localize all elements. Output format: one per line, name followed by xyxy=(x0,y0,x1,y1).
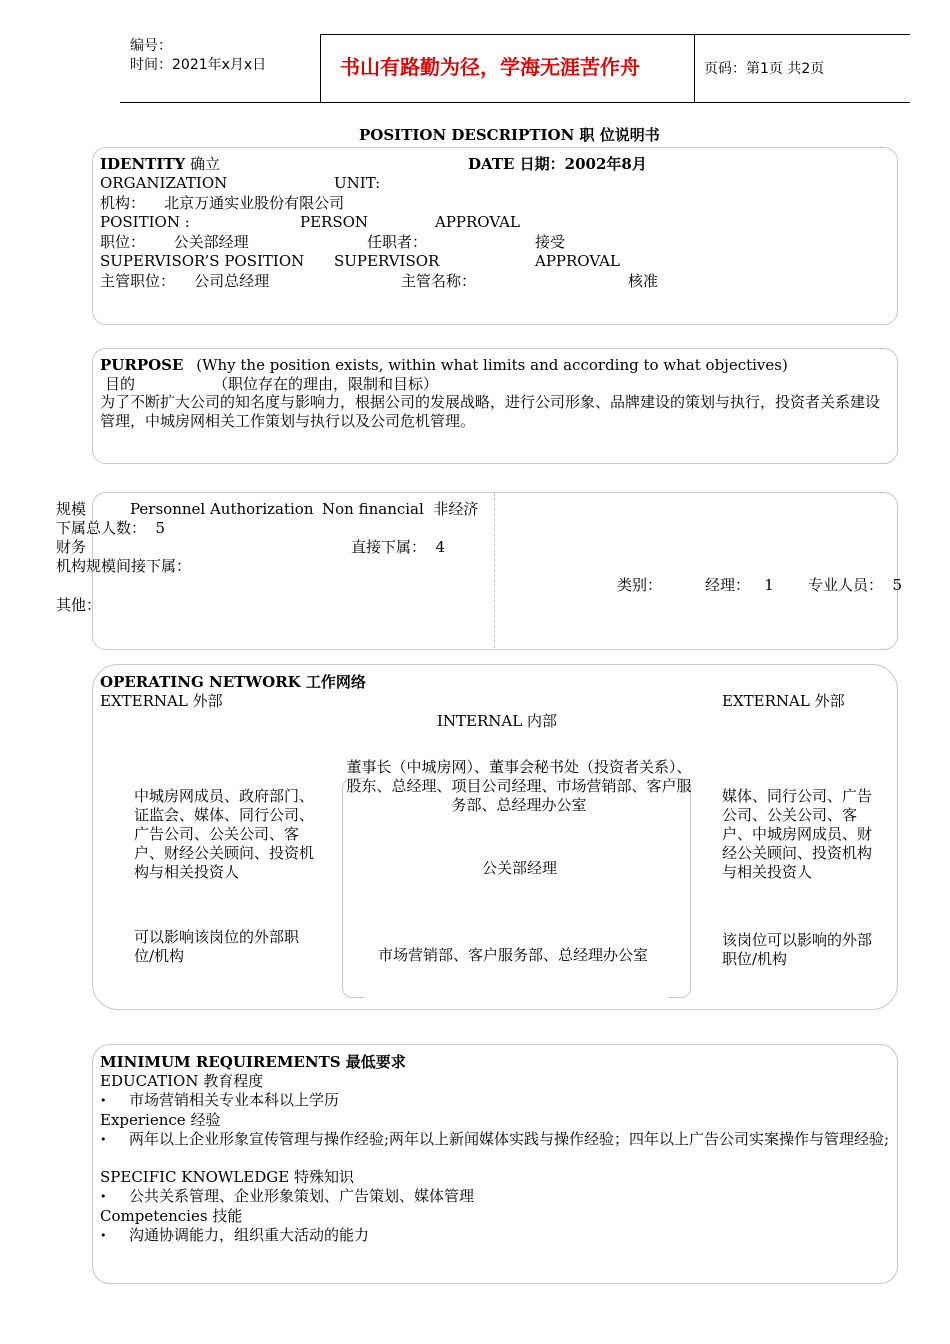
supervisor-position-label: SUPERVISOR’S POSITION xyxy=(100,252,305,270)
purpose-subtitle: (Why the position exists, within what limits and according to what objectives) xyxy=(196,356,788,374)
personnel-authorization: Personnel Authorization xyxy=(130,500,314,518)
position-value: 职位： 公关部经理 xyxy=(100,233,249,251)
knowledge-item: 公共关系管理、企业形象策划、广告策划、媒体管理 xyxy=(129,1187,475,1205)
non-financial: Non financial 非经济 xyxy=(322,500,479,518)
center-position: 公关部经理 xyxy=(482,859,558,877)
manager-count: 经理： 1 xyxy=(705,576,774,594)
scale-divider xyxy=(494,493,495,648)
organization-value: 机构： 北京万通实业股份有限公司 xyxy=(100,194,345,212)
left-influence-note: 可以影响该岗位的外部职位/机构 xyxy=(134,928,300,965)
experience-bullet: • xyxy=(100,1133,107,1146)
external-left-label: EXTERNAL 外部 xyxy=(100,692,223,710)
external-left-parties: 中城房网成员、政府部门、证监会、媒体、同行公司、广告公司、公关公司、客户、财经公关顾问、投资机构与相关投资人 xyxy=(134,787,315,881)
unit-label: UNIT: xyxy=(334,174,381,192)
scale-label: 规模 xyxy=(56,500,87,518)
external-right-label: EXTERNAL 外部 xyxy=(722,692,845,710)
supervisor-name-label: 主管名称： xyxy=(401,272,477,290)
experience-label: Experience 经验 xyxy=(100,1111,221,1129)
internal-bottom-parties: 市场营销部、客户服务部、总经理办公室 xyxy=(378,946,649,964)
person-label: PERSON xyxy=(300,213,369,231)
education-bullet: • xyxy=(100,1094,107,1107)
header-bottom-rule xyxy=(120,102,910,103)
finance-label: 财务 xyxy=(56,538,87,556)
internal-label: INTERNAL 内部 xyxy=(437,712,557,730)
experience-item: 两年以上企业形象宣传管理与操作经验;两年以上新闻媒体实践与操作经验；四年以上广告公司实案操作与管理经验; xyxy=(129,1130,890,1148)
approval-label: APPROVAL xyxy=(435,213,520,231)
network-title: OPERATING NETWORK 工作网络 xyxy=(100,673,366,691)
competencies-bullet: • xyxy=(100,1229,107,1242)
purpose-title-row xyxy=(100,356,788,375)
supervisor-label: SUPERVISOR xyxy=(334,252,440,270)
knowledge-bullet: • xyxy=(100,1190,107,1203)
professional-count: 专业人员： 5 xyxy=(808,576,903,594)
supervisor-position-value: 主管职位： 公司总经理 xyxy=(100,272,270,290)
person-value: 任职者： xyxy=(367,233,428,251)
direct-subordinates: 直接下属： 4 xyxy=(351,538,446,556)
header-divider-right xyxy=(694,34,695,102)
header-number-label: 编号： xyxy=(130,38,172,54)
purpose-text: 为了不断扩大公司的知名度与影响力，根据公司的发展战略，进行公司形象、品牌建设的策划与执行，投资者关系建设管理，中城房网相关工作策划与执行以及公司危机管理。 xyxy=(100,393,881,430)
approval-value: 接受 xyxy=(535,233,566,251)
identity-title-row xyxy=(100,155,220,174)
position-label: POSITION : xyxy=(100,213,190,231)
approval-label-2: APPROVAL xyxy=(535,252,620,270)
education-label: EDUCATION 教育程度 xyxy=(100,1072,264,1090)
competencies-label: Competencies 技能 xyxy=(100,1207,243,1225)
purpose-cn-sub: （职位存在的理由，限制和目标） xyxy=(213,375,439,393)
external-right-parties: 媒体、同行公司、广告公司、公关公司、客户、中城房网成员、财经公关顾问、投资机构与相关投资人 xyxy=(722,787,873,881)
header-time-label: 时间：2021年x月x日 xyxy=(130,57,267,73)
knowledge-label: SPECIFIC KNOWLEDGE 特殊知识 xyxy=(100,1168,354,1186)
education-item: 市场营销相关专业本科以上学历 xyxy=(129,1091,340,1109)
identity-date: DATE 日期：2002年8月 xyxy=(468,155,647,173)
approve-value: 核准 xyxy=(628,272,659,290)
internal-top-parties: 董事长（中城房网）、董事会秘书处（投资者关系）、股东、总经理、项目公司经理、市场营销部、客户服务部、总经理办公室 xyxy=(346,758,692,814)
identity-title-cn: 确立 xyxy=(190,155,221,173)
total-subordinates: 下属总人数： 5 xyxy=(56,519,166,537)
purpose-title: PURPOSE xyxy=(100,356,184,374)
header-motto: 书山有路勤为径，学海无涯苦作舟 xyxy=(340,55,640,79)
header-page-label: 页码：第1页 共2页 xyxy=(704,61,825,77)
requirements-title: MINIMUM REQUIREMENTS 最低要求 xyxy=(100,1053,406,1071)
identity-title: IDENTITY xyxy=(100,155,186,173)
competencies-item: 沟通协调能力，组织重大活动的能力 xyxy=(129,1226,370,1244)
header-divider-left xyxy=(320,34,321,102)
purpose-cn-label: 目的 xyxy=(105,375,136,393)
indirect-subordinates: 机构规模间接下属： xyxy=(56,557,192,575)
right-influence-note: 该岗位可以影响的外部职位/机构 xyxy=(722,931,873,968)
other-label: 其他： xyxy=(56,596,102,614)
header-top-rule xyxy=(320,34,910,35)
organization-label: ORGANIZATION xyxy=(100,174,228,192)
category-label: 类别： xyxy=(617,576,663,594)
document-title: POSITION DESCRIPTION 职 位说明书 xyxy=(359,126,660,144)
